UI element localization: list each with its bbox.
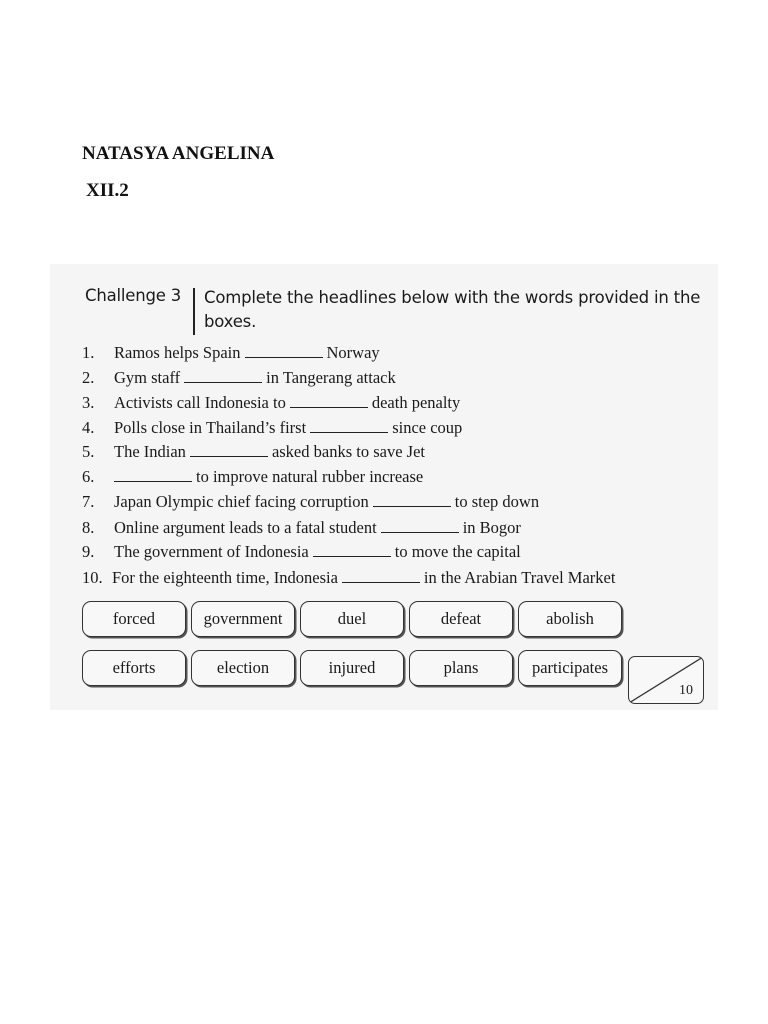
headline-number: 9. — [82, 542, 95, 561]
headline-text-before: Gym staff — [114, 368, 181, 387]
headline-number: 8. — [82, 518, 95, 537]
headline-text-before: Japan Olympic chief facing corruption — [114, 492, 369, 511]
headline-text-after: to step down — [454, 492, 540, 511]
challenge-label: Challenge 3 — [85, 286, 182, 305]
answer-blank[interactable] — [342, 582, 420, 583]
headline-text-after: in Bogor — [462, 518, 521, 537]
answer-blank[interactable] — [114, 481, 192, 482]
word-box-participates: participates — [518, 650, 622, 686]
answer-blank[interactable] — [310, 432, 388, 433]
headline-text-before: For the eighteenth time, Indonesia — [112, 568, 338, 587]
word-box-defeat: defeat — [409, 601, 513, 637]
headline-text-before: Polls close in Thailand’s first — [114, 418, 307, 437]
word-box-government: government — [191, 601, 295, 637]
headline-number: 3. — [82, 393, 95, 412]
word-box-abolish: abolish — [518, 601, 622, 637]
headline-text-after: in the Arabian Travel Market — [423, 568, 616, 587]
headline-number: 4. — [82, 418, 95, 437]
headline-number: 10. — [82, 568, 103, 587]
headline-text-after: in Tangerang attack — [266, 368, 396, 387]
student-name: NATASYA ANGELINA — [82, 143, 275, 164]
headline-text-before: Activists call Indonesia to — [114, 393, 286, 412]
instruction-text: Complete the headlines below with the words provided in the boxes. — [204, 288, 701, 331]
headline-number: 7. — [82, 492, 95, 511]
headline-number: 6. — [82, 467, 95, 486]
word-box-injured: injured — [300, 650, 404, 686]
challenge-divider — [193, 288, 195, 335]
answer-blank[interactable] — [313, 556, 391, 557]
headline-number: 1. — [82, 343, 95, 362]
word-box-efforts: efforts — [82, 650, 186, 686]
score-box[interactable] — [628, 656, 704, 704]
answer-blank[interactable] — [245, 357, 323, 358]
answer-blank[interactable] — [190, 456, 268, 457]
word-box-election: election — [191, 650, 295, 686]
headline-text-after: death penalty — [371, 393, 461, 412]
answer-blank[interactable] — [290, 407, 368, 408]
headline-text-after: Norway — [326, 343, 380, 362]
word-box-duel: duel — [300, 601, 404, 637]
headline-text-after: asked banks to save Jet — [271, 442, 425, 461]
headline-text-before: The Indian — [114, 442, 186, 461]
headline-text-after: to improve natural rubber increase — [196, 467, 424, 486]
answer-blank[interactable] — [184, 382, 262, 383]
student-class: XII.2 — [86, 180, 129, 201]
score-max: 10 — [679, 683, 693, 698]
headline-text-before: Ramos helps Spain — [114, 343, 241, 362]
headline-text-after: to move the capital — [394, 542, 521, 561]
headline-text-before: Online argument leads to a fatal student — [114, 518, 377, 537]
headline-text-after: since coup — [392, 418, 463, 437]
headline-number: 5. — [82, 442, 95, 461]
answer-blank[interactable] — [373, 506, 451, 507]
headline-number: 2. — [82, 368, 95, 387]
headline-text-before: The government of Indonesia — [114, 542, 309, 561]
word-box-forced: forced — [82, 601, 186, 637]
word-box-plans: plans — [409, 650, 513, 686]
answer-blank[interactable] — [381, 532, 459, 533]
